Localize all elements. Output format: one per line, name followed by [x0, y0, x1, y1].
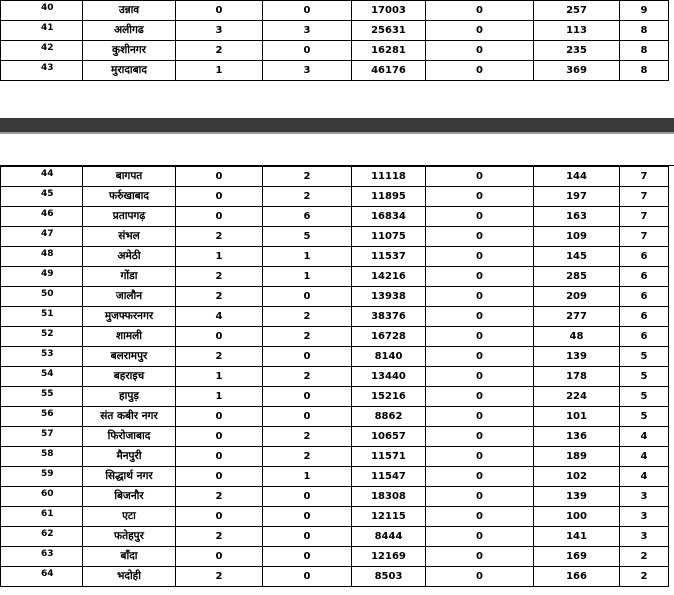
cell-c2: 2	[263, 307, 352, 327]
cell-c4: 0	[426, 167, 534, 187]
cell-c2: 2	[263, 327, 352, 347]
cell-c4: 0	[426, 41, 534, 61]
cell-sn: 42	[1, 41, 83, 61]
cell-c6: 8	[620, 61, 669, 81]
cell-c6: 6	[620, 247, 669, 267]
cell-c2: 2	[263, 367, 352, 387]
cell-c6: 5	[620, 387, 669, 407]
cell-c2: 2	[263, 447, 352, 467]
cell-c6: 4	[620, 447, 669, 467]
cell-district: अमेठी	[83, 247, 176, 267]
cell-c3: 13938	[352, 287, 426, 307]
cell-c1: 4	[176, 307, 263, 327]
cell-c1: 0	[176, 207, 263, 227]
table-row	[1, 367, 669, 387]
cell-c2: 1	[263, 247, 352, 267]
table-row	[1, 187, 669, 207]
cell-c4: 0	[426, 547, 534, 567]
cell-sn: 53	[1, 347, 83, 367]
cell-c5: 109	[534, 227, 620, 247]
cell-c2: 0	[263, 507, 352, 527]
cell-c4: 0	[426, 427, 534, 447]
table-row	[1, 427, 669, 447]
cell-c2: 2	[263, 427, 352, 447]
cell-c2: 5	[263, 227, 352, 247]
cell-c2: 0	[263, 527, 352, 547]
cell-c3: 8444	[352, 527, 426, 547]
cell-district: संभल	[83, 227, 176, 247]
cell-c3: 12169	[352, 547, 426, 567]
cell-c3: 8140	[352, 347, 426, 367]
cell-c3: 16281	[352, 41, 426, 61]
cell-c1: 1	[176, 387, 263, 407]
cell-c3: 16728	[352, 327, 426, 347]
cell-c3: 11571	[352, 447, 426, 467]
cell-c3: 46176	[352, 61, 426, 81]
table-row	[1, 21, 669, 41]
district-table-bottom	[0, 166, 669, 587]
cell-c5: 144	[534, 167, 620, 187]
cell-c4: 0	[426, 567, 534, 587]
cell-c3: 18308	[352, 487, 426, 507]
cell-c1: 2	[176, 347, 263, 367]
cell-district: प्रतापगढ़	[83, 207, 176, 227]
cell-c3: 11075	[352, 227, 426, 247]
cell-c5: 285	[534, 267, 620, 287]
cell-sn: 58	[1, 447, 83, 467]
cell-c5: 235	[534, 41, 620, 61]
cell-c1: 2	[176, 567, 263, 587]
cell-district: बिजनौर	[83, 487, 176, 507]
cell-c4: 0	[426, 467, 534, 487]
cell-c1: 2	[176, 227, 263, 247]
cell-district: मैनपुरी	[83, 447, 176, 467]
cell-c4: 0	[426, 327, 534, 347]
cell-district: अलीगढ	[83, 21, 176, 41]
cell-c5: 197	[534, 187, 620, 207]
cell-c5: 277	[534, 307, 620, 327]
cell-c6: 7	[620, 207, 669, 227]
cell-c1: 1	[176, 247, 263, 267]
cell-c5: 209	[534, 287, 620, 307]
cell-c2: 1	[263, 267, 352, 287]
cell-c6: 5	[620, 407, 669, 427]
cell-district: फर्रुखाबाद	[83, 187, 176, 207]
table-row	[1, 1, 669, 21]
cell-sn: 45	[1, 187, 83, 207]
cell-c5: 166	[534, 567, 620, 587]
cell-c5: 224	[534, 387, 620, 407]
cell-c6: 8	[620, 21, 669, 41]
cell-district: शामली	[83, 327, 176, 347]
table-row	[1, 487, 669, 507]
cell-c4: 0	[426, 187, 534, 207]
cell-c2: 0	[263, 347, 352, 367]
cell-sn: 54	[1, 367, 83, 387]
cell-sn: 49	[1, 267, 83, 287]
cell-c4: 0	[426, 367, 534, 387]
cell-sn: 40	[1, 1, 83, 21]
cell-c5: 169	[534, 547, 620, 567]
table-row	[1, 407, 669, 427]
cell-sn: 61	[1, 507, 83, 527]
table-row	[1, 507, 669, 527]
cell-c6: 6	[620, 287, 669, 307]
cell-c6: 7	[620, 227, 669, 247]
cell-c6: 3	[620, 487, 669, 507]
cell-sn: 44	[1, 167, 83, 187]
cell-c3: 8503	[352, 567, 426, 587]
cell-c2: 3	[263, 61, 352, 81]
cell-c1: 1	[176, 367, 263, 387]
table-row	[1, 547, 669, 567]
cell-c6: 3	[620, 527, 669, 547]
cell-district: उन्नाव	[83, 1, 176, 21]
cell-c6: 9	[620, 1, 669, 21]
cell-c6: 7	[620, 167, 669, 187]
district-table-top	[0, 0, 669, 81]
cell-c4: 0	[426, 307, 534, 327]
cell-c1: 0	[176, 467, 263, 487]
table-row	[1, 207, 669, 227]
cell-c5: 139	[534, 347, 620, 367]
cell-c6: 3	[620, 507, 669, 527]
table-row	[1, 567, 669, 587]
table-row	[1, 527, 669, 547]
cell-c2: 2	[263, 167, 352, 187]
cell-c3: 11547	[352, 467, 426, 487]
cell-district: बागपत	[83, 167, 176, 187]
cell-c5: 178	[534, 367, 620, 387]
cell-c3: 15216	[352, 387, 426, 407]
cell-c4: 0	[426, 487, 534, 507]
cell-c2: 0	[263, 547, 352, 567]
cell-c6: 7	[620, 187, 669, 207]
cell-c3: 11537	[352, 247, 426, 267]
cell-c2: 0	[263, 487, 352, 507]
cell-c4: 0	[426, 247, 534, 267]
cell-c6: 6	[620, 267, 669, 287]
cell-c4: 0	[426, 347, 534, 367]
cell-c5: 136	[534, 427, 620, 447]
cell-c1: 0	[176, 327, 263, 347]
cell-c1: 0	[176, 547, 263, 567]
cell-c4: 0	[426, 287, 534, 307]
cell-c2: 0	[263, 407, 352, 427]
cell-c1: 2	[176, 267, 263, 287]
cell-c5: 113	[534, 21, 620, 41]
cell-c2: 2	[263, 187, 352, 207]
cell-c5: 139	[534, 487, 620, 507]
cell-c1: 0	[176, 187, 263, 207]
cell-c2: 0	[263, 387, 352, 407]
cell-c2: 0	[263, 287, 352, 307]
cell-sn: 47	[1, 227, 83, 247]
table-row	[1, 167, 669, 187]
cell-c1: 2	[176, 287, 263, 307]
cell-c5: 101	[534, 407, 620, 427]
cell-district: हापुड़	[83, 387, 176, 407]
cell-c6: 6	[620, 307, 669, 327]
cell-c3: 11118	[352, 167, 426, 187]
cell-sn: 50	[1, 287, 83, 307]
cell-district: फिरोजाबाद	[83, 427, 176, 447]
cell-sn: 60	[1, 487, 83, 507]
cell-district: गोंडा	[83, 267, 176, 287]
cell-district: भदोही	[83, 567, 176, 587]
cell-sn: 46	[1, 207, 83, 227]
cell-c6: 5	[620, 367, 669, 387]
cell-c3: 11895	[352, 187, 426, 207]
cell-sn: 56	[1, 407, 83, 427]
cell-c1: 0	[176, 507, 263, 527]
cell-district: बाँदा	[83, 547, 176, 567]
cell-c1: 2	[176, 487, 263, 507]
cell-c1: 0	[176, 407, 263, 427]
cell-sn: 55	[1, 387, 83, 407]
cell-sn: 59	[1, 467, 83, 487]
cell-sn: 57	[1, 427, 83, 447]
table-row	[1, 447, 669, 467]
cell-sn: 48	[1, 247, 83, 267]
cell-district: बलरामपुर	[83, 347, 176, 367]
cell-c1: 1	[176, 61, 263, 81]
table-row	[1, 387, 669, 407]
cell-c4: 0	[426, 227, 534, 247]
cell-district: एटा	[83, 507, 176, 527]
cell-c4: 0	[426, 267, 534, 287]
cell-c5: 189	[534, 447, 620, 467]
cell-c3: 25631	[352, 21, 426, 41]
cell-c5: 102	[534, 467, 620, 487]
cell-c4: 0	[426, 61, 534, 81]
cell-c4: 0	[426, 407, 534, 427]
cell-c3: 8862	[352, 407, 426, 427]
cell-sn: 41	[1, 21, 83, 41]
cell-district: जालौन	[83, 287, 176, 307]
cell-district: सिद्धार्थ नगर	[83, 467, 176, 487]
cell-c5: 257	[534, 1, 620, 21]
cell-c3: 14216	[352, 267, 426, 287]
cell-c4: 0	[426, 447, 534, 467]
cell-c2: 0	[263, 41, 352, 61]
table-row	[1, 41, 669, 61]
cell-sn: 51	[1, 307, 83, 327]
cell-c3: 38376	[352, 307, 426, 327]
cell-c2: 1	[263, 467, 352, 487]
table-row	[1, 247, 669, 267]
cell-sn: 62	[1, 527, 83, 547]
cell-c1: 3	[176, 21, 263, 41]
cell-c6: 4	[620, 467, 669, 487]
cell-sn: 43	[1, 61, 83, 81]
table-row	[1, 61, 669, 81]
cell-c3: 12115	[352, 507, 426, 527]
cell-c5: 100	[534, 507, 620, 527]
cell-c5: 141	[534, 527, 620, 547]
cell-c4: 0	[426, 1, 534, 21]
cell-c3: 17003	[352, 1, 426, 21]
cell-c3: 10657	[352, 427, 426, 447]
cell-c5: 163	[534, 207, 620, 227]
cell-c4: 0	[426, 387, 534, 407]
cell-c4: 0	[426, 207, 534, 227]
cell-c6: 5	[620, 347, 669, 367]
cell-c2: 0	[263, 567, 352, 587]
cell-c6: 8	[620, 41, 669, 61]
cell-sn: 63	[1, 547, 83, 567]
table-row	[1, 287, 669, 307]
cell-c6: 2	[620, 567, 669, 587]
cell-c4: 0	[426, 21, 534, 41]
table-row	[1, 467, 669, 487]
cell-c1: 0	[176, 167, 263, 187]
table-row	[1, 347, 669, 367]
page-break-divider	[0, 118, 674, 134]
table-row	[1, 267, 669, 287]
cell-c6: 4	[620, 427, 669, 447]
cell-sn: 52	[1, 327, 83, 347]
cell-district: मुजफ्फरनगर	[83, 307, 176, 327]
cell-c1: 0	[176, 447, 263, 467]
cell-district: फतेहपुर	[83, 527, 176, 547]
cell-c2: 0	[263, 1, 352, 21]
cell-c5: 145	[534, 247, 620, 267]
cell-c6: 2	[620, 547, 669, 567]
cell-c1: 2	[176, 41, 263, 61]
cell-c2: 6	[263, 207, 352, 227]
cell-c4: 0	[426, 527, 534, 547]
cell-c6: 6	[620, 327, 669, 347]
cell-sn: 64	[1, 567, 83, 587]
cell-district: कुशीनगर	[83, 41, 176, 61]
cell-c5: 48	[534, 327, 620, 347]
cell-c4: 0	[426, 507, 534, 527]
cell-c1: 0	[176, 1, 263, 21]
cell-district: बहराइच	[83, 367, 176, 387]
cell-c1: 2	[176, 527, 263, 547]
cell-c1: 0	[176, 427, 263, 447]
table-row	[1, 307, 669, 327]
cell-c3: 16834	[352, 207, 426, 227]
cell-c3: 13440	[352, 367, 426, 387]
cell-c5: 369	[534, 61, 620, 81]
cell-c2: 3	[263, 21, 352, 41]
cell-district: मुरादाबाद	[83, 61, 176, 81]
cell-district: संत कबीर नगर	[83, 407, 176, 427]
table-row	[1, 327, 669, 347]
table-row	[1, 227, 669, 247]
